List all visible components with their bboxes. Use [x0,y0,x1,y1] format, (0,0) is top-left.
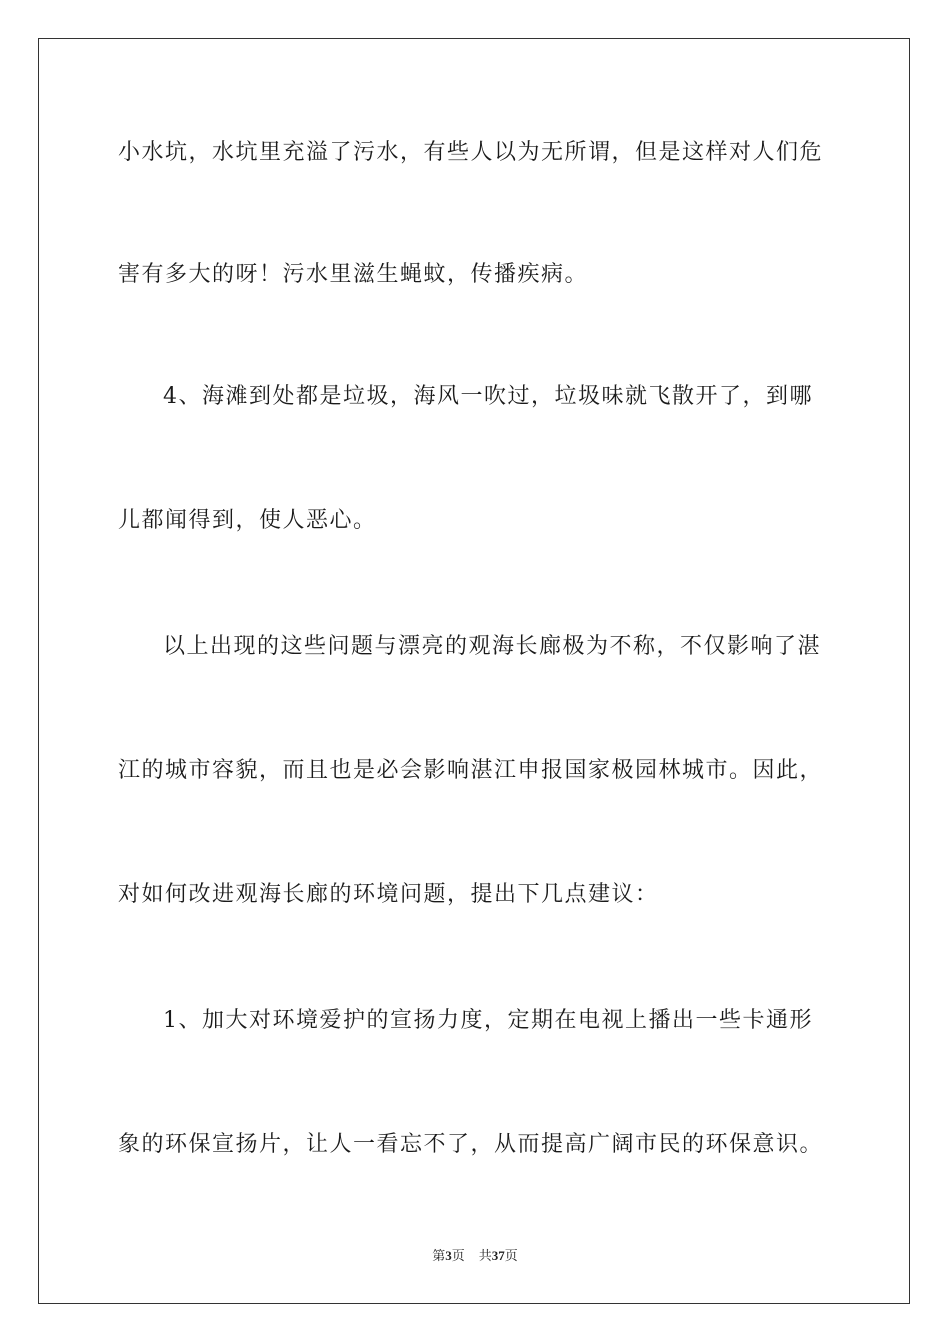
page-suffix: 页 [451,1249,465,1264]
body-line-5: 以上出现的这些问题与漂亮的观海长廊极为不称，不仅影响了湛 [163,634,822,659]
body-line-9: 象的环保宣扬片，让人一看忘不了，从而提高广阔市民的环保意识。 [118,1132,824,1157]
body-line-7: 对如何改进观海长廊的环境问题，提出下几点建议： [118,882,659,907]
body-line-4: 儿都闻得到，使人恶心。 [118,508,377,533]
body-line-2: 害有多大的呀！污水里滋生蝇蚊，传播疾病。 [118,262,589,287]
total-prefix: 共 [478,1249,492,1264]
page-footer [0,1248,950,1265]
total-pages: 37 [491,1248,505,1263]
body-line-8: 1、加大对环境爱护的宣扬力度，定期在电视上播出一些卡通形 [163,1008,813,1033]
page-number: 3 [445,1248,452,1263]
body-line-3: 4、海滩到处都是垃圾，海风一吹过，垃圾味就飞散开了，到哪 [163,384,813,409]
body-line-1: 小水坑，水坑里充溢了污水，有些人以为无所谓，但是这样对人们危 [118,140,824,165]
page-prefix: 第 [432,1249,446,1264]
page-border [38,38,910,1304]
total-suffix: 页 [504,1249,518,1264]
body-line-6: 江的城市容貌，而且也是必会影响湛江申报国家极园林城市。因此， [118,758,824,783]
